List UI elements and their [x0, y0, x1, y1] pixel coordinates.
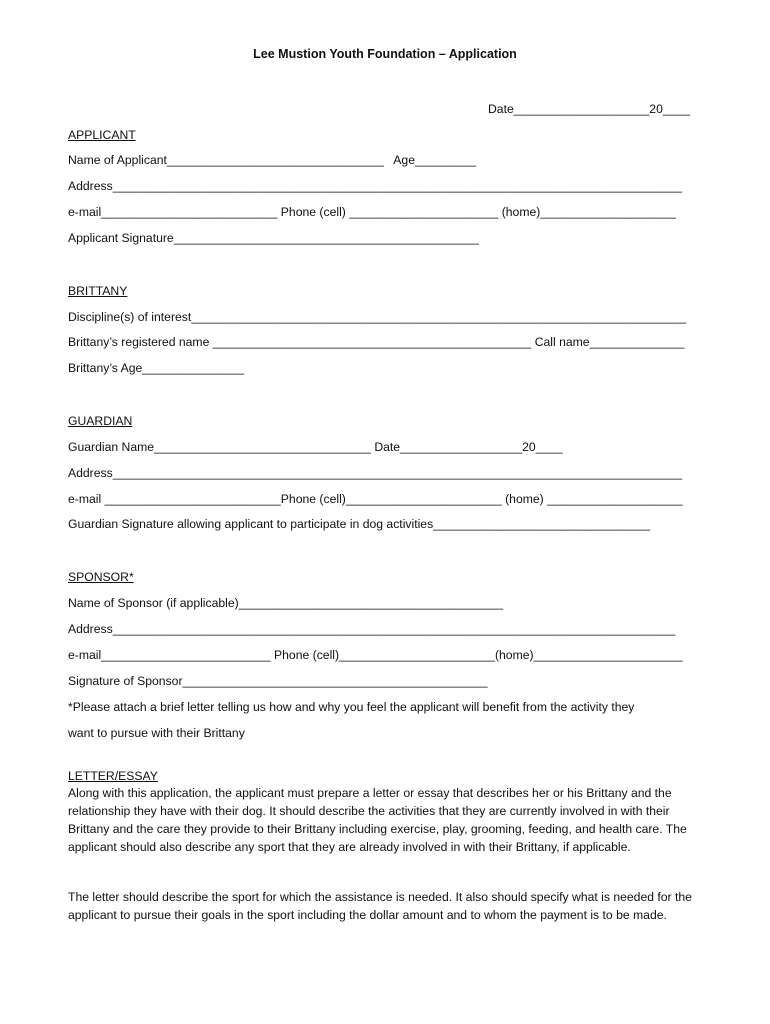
sponsor-signature-field[interactable]: Signature of Sponsor_____________________________________________ [68, 674, 488, 688]
letter-heading: LETTER/ESSAY [68, 769, 158, 783]
guardian-signature-field[interactable]: Guardian Signature allowing applicant to participate in dog activities________________________________ [68, 517, 651, 531]
letter-paragraph-1: Along with this application, the applicant must prepare a letter or essay that describes her or his Brittany and the relationship they have with their dog. It should describe the activities that they are currently involved in with their Brittany and the care they provide to their Brittany including exercise, play, grooming, feeding, and health care. The applicant should also describe any sport that they are already involved in with their Brittany, if applicable. [68, 786, 687, 854]
guardian-name-field[interactable]: Guardian Name________________________________ Date__________________20____ [68, 440, 563, 454]
sponsor-name-field[interactable]: Name of Sponsor (if applicable)_______________________________________ [68, 596, 504, 610]
date-field[interactable]: Date____________________20____ [488, 102, 690, 116]
sponsor-note-line2: want to pursue with their Brittany [68, 726, 245, 740]
brittany-heading: BRITTANY [68, 284, 128, 298]
guardian-heading: GUARDIAN [68, 414, 133, 428]
letter-paragraph-2: The letter should describe the sport for which the assistance is needed. It also should specify what is needed for the applicant to pursue their goals in the sport including the dollar amount and to whom the payment is to be made. [68, 890, 692, 922]
applicant-heading: APPLICANT [68, 128, 136, 142]
sponsor-note-line1: *Please attach a brief letter telling us how and why you feel the applicant will benefit from the activity they [68, 700, 635, 714]
discipline-field[interactable]: Discipline(s) of interest_________________________________________________________________________ [68, 310, 687, 324]
sponsor-address-field[interactable]: Address___________________________________________________________________________________ [68, 622, 676, 636]
sponsor-heading: SPONSOR* [68, 570, 134, 584]
sponsor-contact-field[interactable]: e-mail_________________________ Phone (cell)_______________________(home)______________________ [68, 648, 683, 662]
applicant-name-field[interactable]: Name of Applicant________________________________ Age_________ [68, 153, 476, 167]
guardian-contact-field[interactable]: e-mail __________________________Phone (cell)_______________________ (home) ____________________ [68, 492, 683, 506]
applicant-address-field[interactable]: Address____________________________________________________________________________________ [68, 179, 683, 193]
page-title: Lee Mustion Youth Foundation – Application [253, 47, 517, 61]
brittany-age-field[interactable]: Brittany’s Age_______________ [68, 361, 244, 375]
applicant-signature-field[interactable]: Applicant Signature_____________________________________________ [68, 231, 479, 245]
applicant-contact-field[interactable]: e-mail__________________________ Phone (cell) ______________________ (home)____________________ [68, 205, 676, 219]
guardian-address-field[interactable]: Address____________________________________________________________________________________ [68, 466, 683, 480]
registered-name-field[interactable]: Brittany’s registered name _______________________________________________ Call name______________ [68, 335, 685, 349]
